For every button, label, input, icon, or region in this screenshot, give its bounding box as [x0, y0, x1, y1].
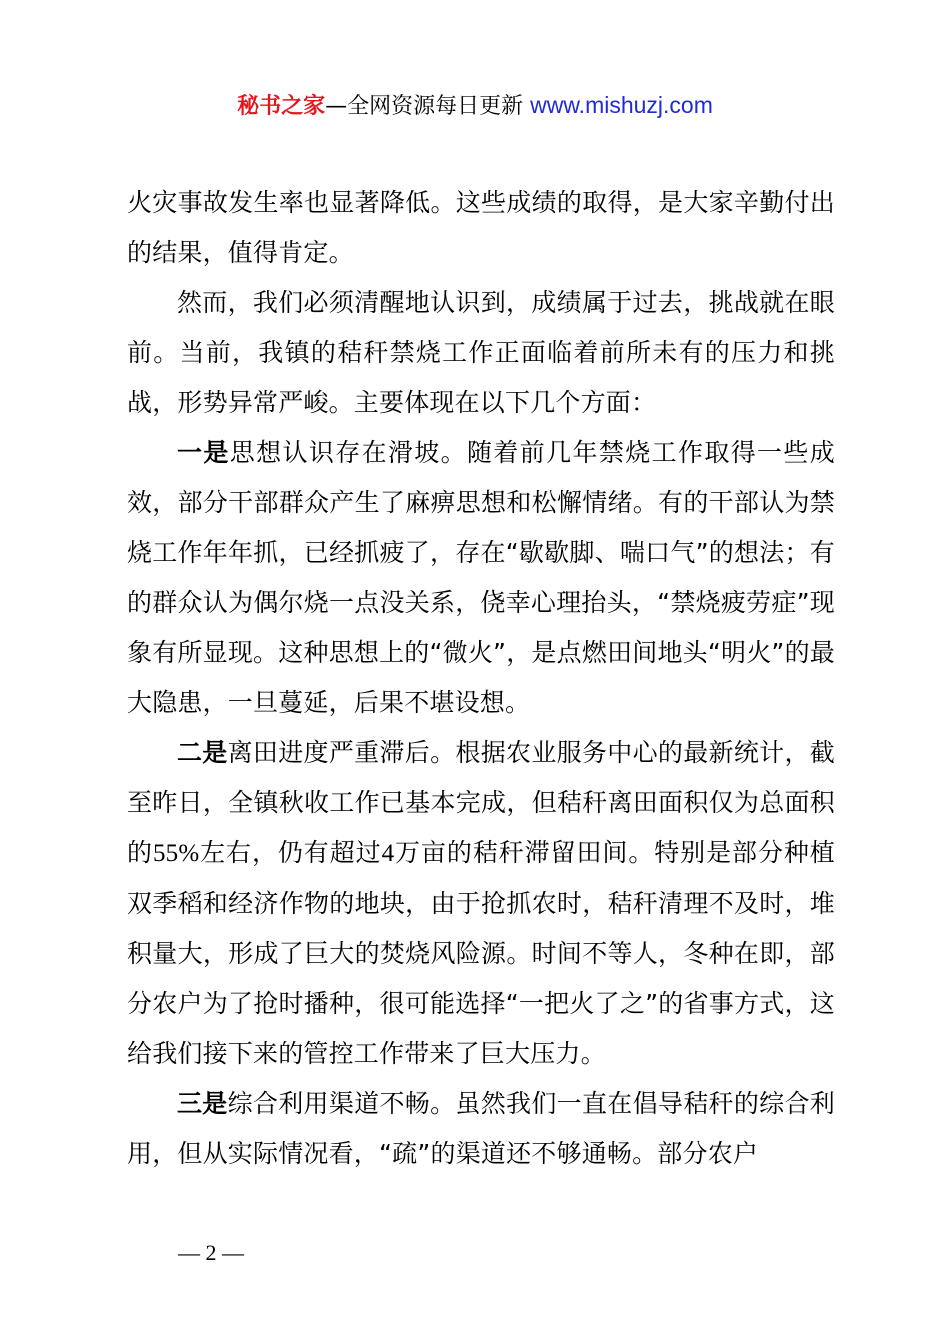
paragraph-challenges-intro: 然而，我们必须清醒地认识到，成绩属于过去，挑战就在眼前。当前，我镇的秸秆禁烧工作正面临着前所未有的压力和挑战，形势异常严峻。主要体现在以下几个方面： [127, 288, 835, 417]
paragraph-point-three [127, 1079, 835, 1179]
point-three-lead: 三是 [177, 1089, 228, 1118]
point-two-text-start: 离田进度严重滞后。根据农业服务中心的最新统计，截至昨日，全镇秋收工作已基本完成，但秸秆离田面积仅为总面积的 [127, 738, 835, 867]
point-three-text: 综合利用渠道不畅。虽然我们一直在倡导秸秆的综合利用，但从实际情况看，“疏”的渠道还不够通畅。部分农户 [127, 1089, 835, 1168]
straw-removal-percent: 55% [152, 840, 200, 867]
point-two-lead: 二是 [177, 738, 228, 767]
website-link[interactable]: www.mishuzj.com [530, 92, 713, 118]
brand-name: 秘书之家 [237, 94, 326, 119]
page-header [0, 88, 950, 124]
remaining-area-amount: 4 [381, 840, 395, 867]
paragraph-continuation: 火灾事故发生率也显著降低。这些成绩的取得，是大家辛勤付出的结果，值得肯定。 [127, 188, 835, 267]
point-two-text-middle: 左右，仍有超过 [199, 838, 382, 867]
document-body [127, 178, 835, 1179]
paragraph-point-two [127, 728, 835, 1079]
page-number: — 2 — [178, 1240, 244, 1265]
point-two-text-end: 万亩的秸秆滞留田间。特别是部分种植双季稻和经济作物的地块，由于抢抓农时，秸秆清理不及时，堆积量大，形成了巨大的焚烧风险源。时间不等人，冬种在即，部分农户为了抢时播种，很可能选择“一把火了之”的省事方式，这给我们接下来的管控工作带来了巨大压力。 [127, 838, 836, 1068]
paragraph-point-one [127, 428, 835, 728]
point-one-text: 思想认识存在滑坡。随着前几年禁烧工作取得一些成效，部分干部群众产生了麻痹思想和松懈情绪。有的干部认为禁烧工作年年抓，已经抓疲了，存在“歇歇脚、喘口气”的想法；有的群众认为偶尔烧一点没关系，侥幸心理抬头，“禁烧疲劳症”现象有所显现。这种思想上的“微火”，是点燃田间地头“明火”的最大隐患，一旦蔓延，后果不堪设想。 [127, 438, 835, 717]
point-one-lead: 一是 [177, 438, 230, 467]
header-tagline: —全网资源每日更新 [325, 94, 531, 119]
